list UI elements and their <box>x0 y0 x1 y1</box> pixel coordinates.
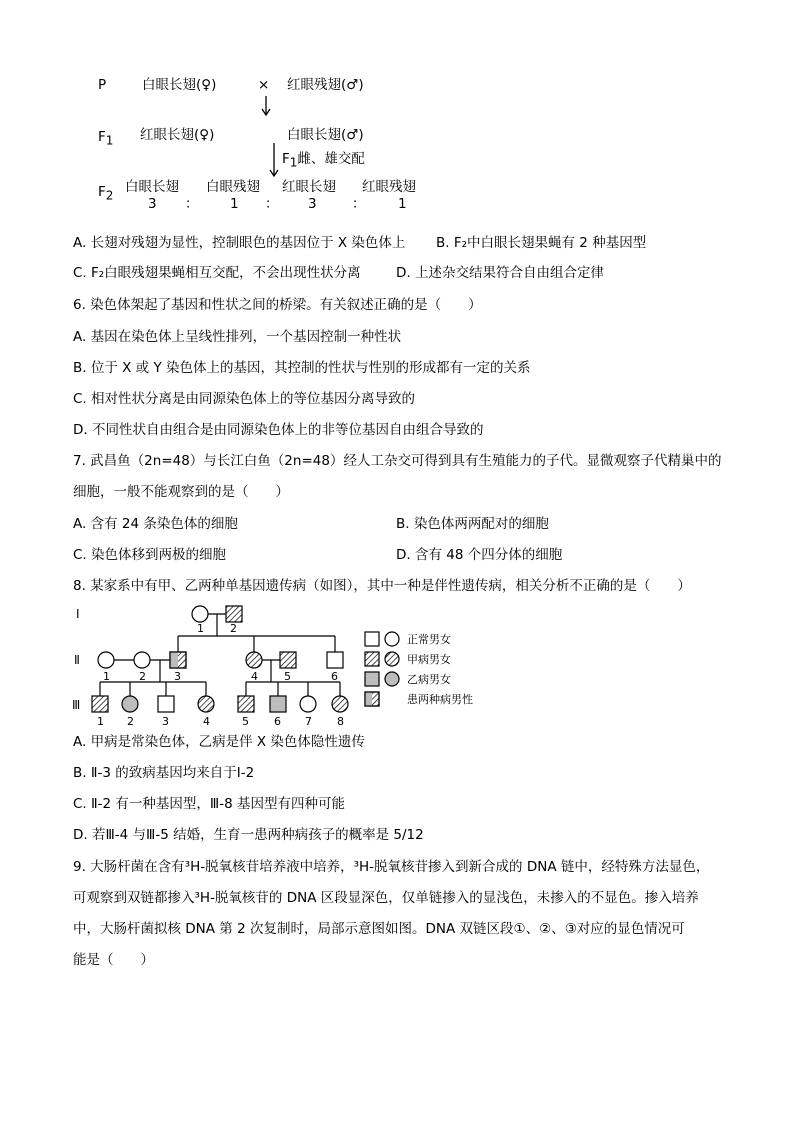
q6-option-a: A. 基因在染色体上呈线性排列，一个基因控制一种性状 <box>73 329 402 345</box>
f2-ratio-sep: ： <box>185 196 199 212</box>
individual-III-5 <box>238 696 254 712</box>
individual-I-2 <box>226 606 242 622</box>
individual-I-1 <box>192 606 208 622</box>
individual-number: 2 <box>139 670 146 683</box>
generation-label-3: Ⅲ <box>72 698 81 712</box>
pedigree-chart <box>60 598 500 730</box>
individual-number: 6 <box>274 715 281 728</box>
individual-III-1 <box>92 696 108 712</box>
individual-II-5 <box>280 652 296 668</box>
individual-number: 2 <box>127 715 134 728</box>
q7-option-a: A. 含有 24 条染色体的细胞 <box>73 516 238 532</box>
q7-stem-line2: 细胞，一般不能观察到的是（ ） <box>73 484 289 500</box>
individual-number: 1 <box>197 622 204 635</box>
f2-label: $F_2$ <box>98 184 114 203</box>
q6-option-c: C. 相对性状分离是由同源染色体上的等位基因分离导致的 <box>73 391 416 407</box>
individual-number: 5 <box>242 715 249 728</box>
arrow-down-icon <box>258 96 274 118</box>
arrow-down-icon <box>266 143 282 179</box>
individual-II-6 <box>327 652 343 668</box>
individual-number: 7 <box>305 715 312 728</box>
f1-mating-note: $F_1$雌、雄交配 <box>282 151 365 170</box>
q5-option-d: D. 上述杂交结果符合自由组合定律 <box>396 265 604 281</box>
q9-stem-line4: 能是（ ） <box>73 952 154 968</box>
individual-III-2 <box>122 696 138 712</box>
individual-number: 5 <box>284 670 291 683</box>
individual-II-2 <box>134 652 150 668</box>
individual-number: 3 <box>174 670 181 683</box>
legend-normal: 正常男女 <box>407 633 451 646</box>
q9-stem-line1: 9. 大肠杆菌在含有³H-脱氧核苷培养液中培养，³H-脱氧核苷掺入到新合成的 DNA 链中，经特殊方法显色， <box>73 859 710 875</box>
individual-III-7 <box>300 696 316 712</box>
individual-III-6 <box>270 696 286 712</box>
individual-number: 1 <box>97 715 104 728</box>
individual-number: 4 <box>251 670 258 683</box>
individual-number: 2 <box>230 622 237 635</box>
f2-ratio: 3 <box>308 196 317 212</box>
f2-ratio: 1 <box>398 196 407 212</box>
generation-label-1: Ⅰ <box>76 607 80 621</box>
q7-stem-line1: 7. 武昌鱼（2n=48）与长江白鱼（2n=48）经人工杂交可得到具有生殖能力的子代。显微观察子代精巢中的 <box>73 453 722 469</box>
individual-II-1 <box>98 652 114 668</box>
p-label: P <box>98 77 107 93</box>
q7-option-c: C. 染色体移到两极的细胞 <box>73 547 227 563</box>
f2-ratio: 3 <box>148 196 157 212</box>
individual-number: 6 <box>331 670 338 683</box>
cross-symbol: × <box>258 77 270 93</box>
p-female: 白眼长翅(♀) <box>142 77 217 93</box>
individual-number: 1 <box>103 670 110 683</box>
q7-option-d: D. 含有 48 个四分体的细胞 <box>396 547 563 563</box>
q5-option-b: B. F₂中白眼长翅果蝇有 2 种基因型 <box>436 235 647 251</box>
f2-ratio-sep: ： <box>265 196 279 212</box>
legend-disease-a: 甲病男女 <box>407 653 451 666</box>
legend-both-diseases: 患两种病男性 <box>407 693 473 706</box>
q7-option-b: B. 染色体两两配对的细胞 <box>396 516 549 532</box>
individual-number: 8 <box>337 715 344 728</box>
individual-number: 3 <box>162 715 169 728</box>
f2-ratio-sep: ： <box>352 196 366 212</box>
q6-option-b: B. 位于 X 或 Y 染色体上的基因，其控制的性状与性别的形成都有一定的关系 <box>73 360 531 376</box>
f2-phenotype: 白眼长翅 <box>125 179 179 195</box>
f1-female: 红眼长翅(♀) <box>140 127 215 143</box>
q6-option-d: D. 不同性状自由组合是由同源染色体上的非等位基因自由组合导致的 <box>73 422 484 438</box>
q5-option-a: A. 长翅对残翅为显性，控制眼色的基因位于 X 染色体上 <box>73 235 406 251</box>
individual-number: 4 <box>203 715 210 728</box>
generation-label-2: Ⅱ <box>74 653 80 667</box>
f2-phenotype: 红眼长翅 <box>282 179 336 195</box>
individual-II-4 <box>246 652 262 668</box>
f2-phenotype: 白眼残翅 <box>206 179 260 195</box>
legend-disease-b: 乙病男女 <box>407 673 451 686</box>
f1-label: $F_1$ <box>98 129 114 148</box>
q9-stem-line2: 可观察到双链都掺入³H-脱氧核苷的 DNA 区段显深色，仅单链掺入的显浅色，未掺入的不显色。掺入培养 <box>73 890 699 906</box>
individual-III-3 <box>158 696 174 712</box>
q8-option-b: B. Ⅱ-3 的致病基因均来自于Ⅰ-2 <box>73 765 255 781</box>
f1-male: 白眼长翅(♂) <box>287 127 364 143</box>
p-male: 红眼残翅(♂) <box>287 77 364 93</box>
f2-ratio: 1 <box>230 196 239 212</box>
q9-stem-line3: 中，大肠杆菌拟核 DNA 第 2 次复制时，局部示意图如图。DNA 双链区段①、②、③对应的显色情况可 <box>73 921 685 937</box>
individual-III-4 <box>198 696 214 712</box>
q5-option-c: C. F₂白眼残翅果蝇相互交配，不会出现性状分离 <box>73 265 361 281</box>
f2-phenotype: 红眼残翅 <box>362 179 416 195</box>
individual-III-8 <box>332 696 348 712</box>
q6-stem: 6. 染色体架起了基因和性状之间的桥梁。有关叙述正确的是（ ） <box>73 297 482 313</box>
q8-stem: 8. 某家系中有甲、乙两种单基因遗传病（如图），其中一种是伴性遗传病，相关分析不正确的是（ ） <box>73 578 691 594</box>
q8-option-a: A. 甲病是常染色体，乙病是伴 X 染色体隐性遗传 <box>73 734 365 750</box>
q8-option-d: D. 若Ⅲ-4 与Ⅲ-5 结婚，生育一患两种病孩子的概率是 5/12 <box>73 827 424 843</box>
q8-option-c: C. Ⅱ-2 有一种基因型，Ⅲ-8 基因型有四种可能 <box>73 796 345 812</box>
